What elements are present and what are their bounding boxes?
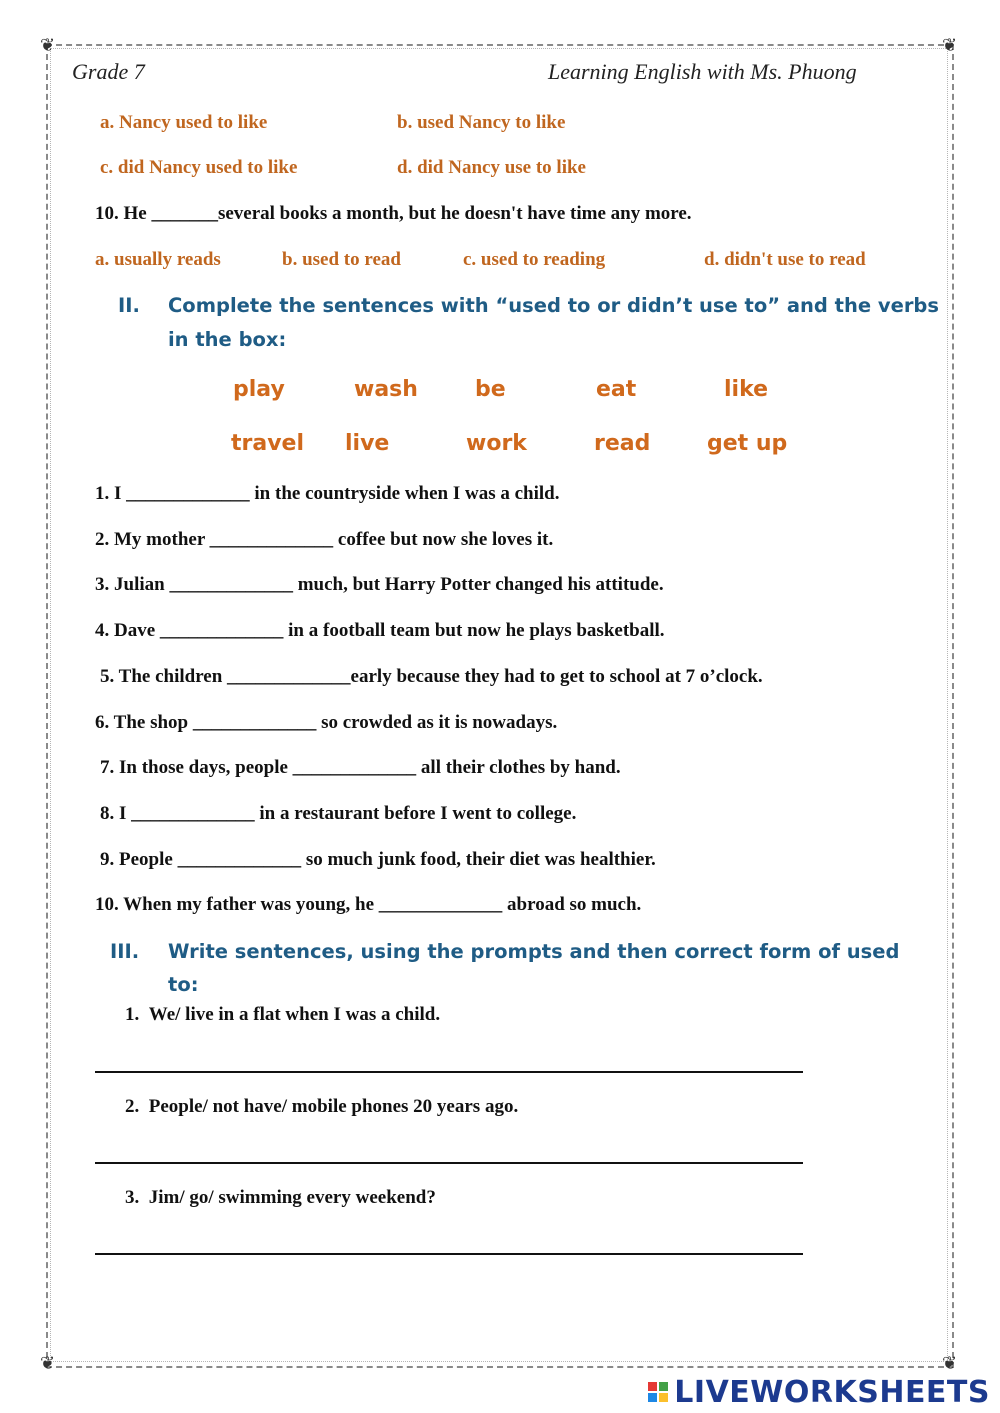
q10-option-a[interactable]: a. usually reads [95,249,221,270]
q10-option-d[interactable]: d. didn't use to read [704,249,866,270]
q10-question: 10. He _______several books a month, but he doesn't have time any more. [95,203,692,224]
q10-option-b[interactable]: b. used to read [282,249,401,270]
corner-ornament-icon: ❦ [942,1353,958,1373]
liveworksheets-brand[interactable] [648,1374,990,1410]
section-3-title-line2: to: [168,973,199,996]
q9-option-b[interactable]: b. used Nancy to like [397,112,566,133]
verb-wash: wash [354,377,418,402]
header-grade: Grade 7 [72,59,145,84]
exercise-3-prompt-3: 3. Jim/ go/ swimming every weekend? [125,1187,436,1208]
liveworksheets-logo-icon [648,1382,668,1402]
exercise-2-sentence-2[interactable]: 2. My mother _____________ coffee but now she loves it. [95,529,554,550]
exercise-3-prompt-2: 2. People/ not have/ mobile phones 20 years ago. [125,1096,519,1117]
exercise-2-sentence-3[interactable]: 3. Julian _____________ much, but Harry Potter changed his attitude. [95,574,664,595]
exercise-3-answer-line-1[interactable] [95,1071,803,1073]
section-2-title-line1: Complete the sentences with “used to or didn’t use to” and the verbs [168,294,940,317]
exercise-2-sentence-7[interactable]: 7. In those days, people _____________ all their clothes by hand. [100,757,621,778]
exercise-2-sentence-4[interactable]: 4. Dave _____________ in a football team but now he plays basketball. [95,620,665,641]
verb-be: be [475,377,506,402]
section-3-number: III. [110,940,140,963]
q10-option-c[interactable]: c. used to reading [463,249,606,270]
exercise-3-prompt-1: 1. We/ live in a flat when I was a child. [125,1004,441,1025]
corner-ornament-icon: ❦ [40,35,56,55]
verb-eat: eat [596,377,637,402]
verb-like: like [724,377,769,402]
corner-ornament-icon: ❦ [40,1353,56,1373]
section-2-number: II. [118,294,140,317]
exercise-2-sentence-10[interactable]: 10. When my father was young, he _____________ abroad so much. [95,894,642,915]
verb-play: play [233,377,285,402]
page-border-inner [50,48,948,1362]
verb-travel: travel [231,431,305,456]
verb-read: read [594,431,651,456]
corner-ornament-icon: ❦ [942,35,958,55]
verb-work: work [466,431,527,456]
q9-option-a[interactable]: a. Nancy used to like [100,112,268,133]
verb-get-up: get up [707,431,788,456]
exercise-2-sentence-5[interactable]: 5. The children _____________early because they had to get to school at 7 o’clock. [100,666,763,687]
header-title: Learning English with Ms. Phuong [548,59,857,84]
q9-option-c[interactable]: c. did Nancy used to like [100,157,298,178]
liveworksheets-wordmark: LIVEWORKSHEETS [674,1374,990,1410]
exercise-3-answer-line-3[interactable] [95,1253,803,1255]
exercise-2-sentence-9[interactable]: 9. People _____________ so much junk food, their diet was healthier. [100,849,656,870]
section-2-title-line2: in the box: [168,328,287,351]
exercise-2-sentence-6[interactable]: 6. The shop _____________ so crowded as it is nowadays. [95,712,558,733]
q9-option-d[interactable]: d. did Nancy use to like [397,157,586,178]
section-3-title-line1: Write sentences, using the prompts and then correct form of used [168,940,900,963]
exercise-3-answer-line-2[interactable] [95,1162,803,1164]
exercise-2-sentence-1[interactable]: 1. I _____________ in the countryside when I was a child. [95,483,560,504]
exercise-2-sentence-8[interactable]: 8. I _____________ in a restaurant before I went to college. [100,803,577,824]
verb-live: live [345,431,390,456]
